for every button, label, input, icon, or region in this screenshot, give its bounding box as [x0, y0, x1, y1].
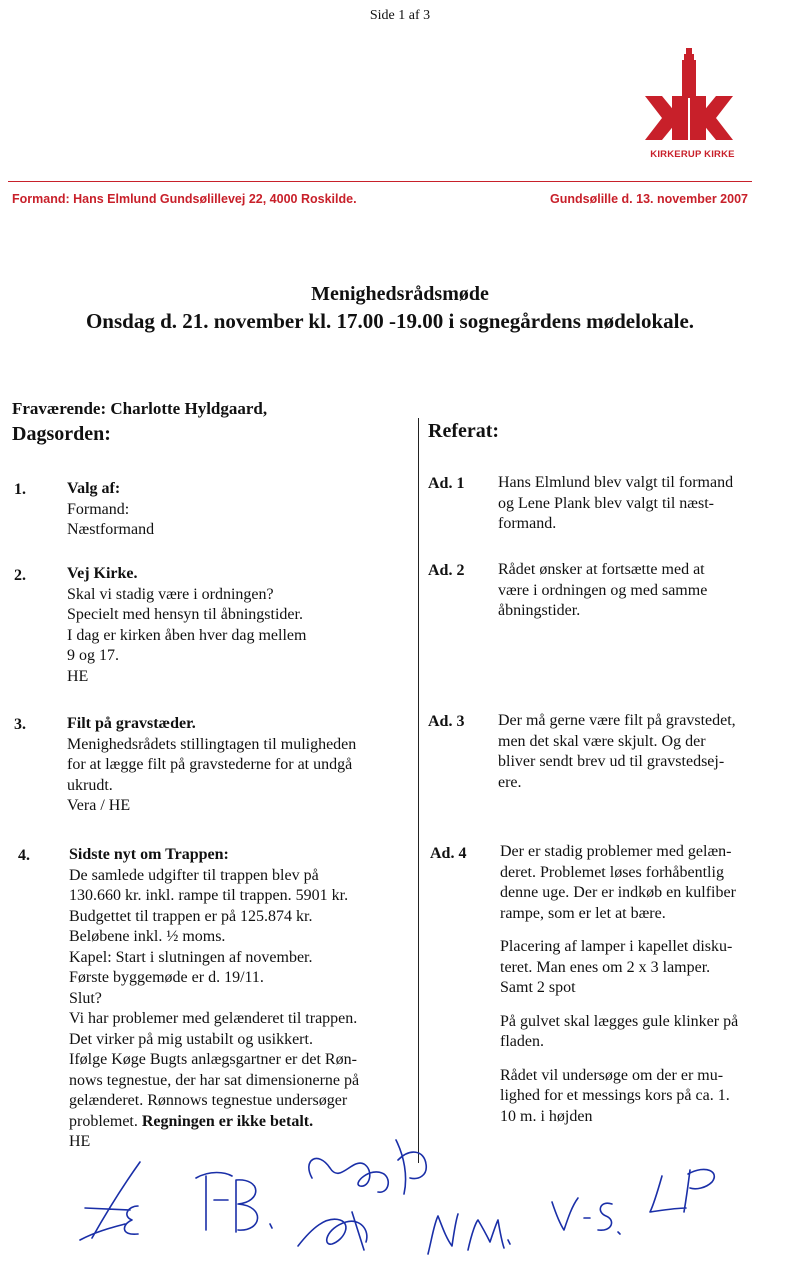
referat-line: men det skal være skjult. Og der [498, 732, 706, 750]
referat-line: 10 m. i højden [500, 1107, 593, 1125]
referat-line: rampe, som er let at bære. [500, 904, 666, 922]
agenda-number: 3. [14, 716, 26, 733]
agenda-line: Kapel: Start i slutningen af november. [69, 948, 313, 966]
referat-line: Placering af lamper i kapellet disku- [500, 938, 733, 955]
agenda-line: nows tegnestue, der har sat dimensionerne på [69, 1071, 360, 1089]
referat-line: og Lene Plank blev valgt til næst- [498, 494, 714, 512]
header-rule [8, 181, 752, 182]
agenda-line: Formand: [67, 500, 130, 518]
agenda-line: Menighedsrådets stillingtagen til muligheden [67, 735, 357, 753]
agenda-line: 130.660 kr. inkl. rampe til trappen. 5901 kr. [69, 887, 349, 904]
referat-label: Ad. 2 [428, 562, 465, 579]
signature-scribble [309, 1140, 426, 1194]
referat-line: Der er stadig problemer med gelæn- [500, 843, 732, 860]
agenda-line: Beløbene inkl. ½ moms. [69, 928, 226, 945]
referat-line: deret. Problemet løses forhåbentlig [500, 863, 724, 881]
referat-label: Ad. 1 [428, 475, 465, 492]
referat-line: På gulvet skal lægges gule klinker på [500, 1012, 739, 1030]
agenda-number: 2. [14, 567, 26, 584]
agenda-line: ukrudt. [67, 776, 113, 794]
agenda-line: Slut? [69, 989, 102, 1007]
meeting-title: Menighedsrådsmøde [311, 283, 489, 305]
agenda-line: Budgettet til trappen er på 125.874 kr. [69, 907, 313, 925]
referat-line: Der må gerne være filt på gravstedet, [498, 712, 736, 729]
referat-line: Hans Elmlund blev valgt til formand [498, 474, 734, 491]
absent-list: Fraværende: Charlotte Hyldgaard, [12, 399, 268, 418]
referat-line: fladen. [500, 1033, 544, 1050]
logo-text: KIRKERUP KIRKE [650, 149, 735, 160]
referat-label: Ad. 3 [428, 713, 465, 730]
referat-text [498, 711, 736, 806]
chairman-address: Formand: Hans Elmlund Gundsølillevej 22, 4000 Roskilde. [12, 192, 357, 206]
referat-paragraph [500, 937, 795, 999]
signature-he [80, 1162, 140, 1240]
agenda-line: gelænderet. Rønnows tegnestue undersøger [69, 1092, 348, 1109]
referat-heading: Referat: [428, 420, 500, 442]
referat-line: formand. [498, 515, 557, 532]
meeting-subtitle: Onsdag d. 21. november kl. 17.00 -19.00 i sognegårdens mødelokale. [85, 309, 695, 333]
agenda-line: Vi har problemer med gelænderet til trappen. [69, 1010, 358, 1027]
referat-line: denne uge. Der er indkøb en kulfiber [500, 884, 736, 901]
agenda-number: 4. [18, 847, 30, 864]
agenda-line: 9 og 17. [67, 647, 119, 664]
referat-line: Rådet vil undersøge om der er mu- [500, 1066, 724, 1084]
referat-line: åbningstider. [498, 602, 581, 619]
signatures [0, 1120, 800, 1260]
agenda-line: Første byggemøde er d. 19/11. [69, 969, 264, 986]
referat-paragraph [500, 1012, 795, 1053]
referat-paragraph [498, 473, 733, 535]
referat-paragraph [498, 711, 736, 793]
referat-line: Samt 2 spot [500, 979, 576, 996]
agenda-number: 1. [14, 481, 26, 498]
referat-paragraph [500, 1066, 795, 1128]
referat-text [498, 473, 733, 548]
agenda-line: HE [67, 667, 89, 685]
agenda-item-title: Valg af: [67, 480, 121, 497]
referat-label: Ad. 4 [430, 845, 467, 862]
column-divider [418, 418, 419, 1163]
agenda-line: Ifølge Køge Bugts anlægsgartner er det Røn- [69, 1051, 357, 1068]
referat-text [500, 842, 795, 1140]
letter-date: Gundsølille d. 13. november 2007 [550, 192, 748, 206]
page-number: Side 1 af 3 [369, 8, 431, 23]
referat-paragraph [498, 560, 707, 622]
agenda-line: Næstformand [67, 521, 155, 538]
agenda-text: problemet. [69, 1112, 142, 1130]
agenda-item [67, 564, 306, 687]
agenda-sign: HE [69, 1133, 91, 1150]
referat-line: lighed for et messings kors på ca. 1. [500, 1087, 730, 1104]
referat-paragraph [500, 842, 795, 924]
referat-line: være i ordningen og med samme [498, 581, 708, 599]
agenda-line: De samlede udgifter til trappen blev på [69, 866, 319, 884]
agenda-line: I dag er kirken åben hver dag mellem [67, 626, 307, 644]
unpaid-bill-note: Regningen er ikke betalt. [141, 1112, 314, 1130]
referat-line: ere. [498, 773, 522, 791]
signature-lp [650, 1169, 714, 1212]
agenda-line: for at lægge filt på gravstederne for at undgå [67, 756, 353, 773]
church-logo [640, 46, 745, 164]
referat-line: bliver sendt brev ud til gravstedsej- [498, 753, 725, 770]
agenda-item-title: Vej Kirke. [67, 565, 138, 582]
agenda-line: Vera / HE [67, 797, 131, 814]
agenda-item-title: Filt på gravstæder. [67, 715, 196, 732]
agenda-line: Specielt med hensyn til åbningstider. [67, 606, 303, 623]
agenda-line: Det virker på mig ustabilt og usikkert. [69, 1030, 313, 1048]
agenda-line: Skal vi stadig være i ordningen? [67, 585, 274, 603]
referat-text [498, 560, 707, 635]
signature-vs [552, 1198, 620, 1234]
agenda-heading: Dagsorden: [12, 423, 111, 445]
kirkerup-logo-icon [640, 46, 745, 151]
signature-nm [428, 1214, 510, 1254]
referat-line: Rådet ønsker at fortsætte med at [498, 561, 705, 578]
agenda-item [67, 714, 356, 817]
referat-line: teret. Man enes om 2 x 3 lamper. [500, 958, 711, 976]
agenda-item-title: Sidste nyt om Trappen: [69, 846, 229, 863]
agenda-item [69, 845, 359, 1153]
signature-scribble-2 [298, 1212, 367, 1250]
signature-fb [196, 1173, 272, 1233]
agenda-item [67, 479, 154, 541]
